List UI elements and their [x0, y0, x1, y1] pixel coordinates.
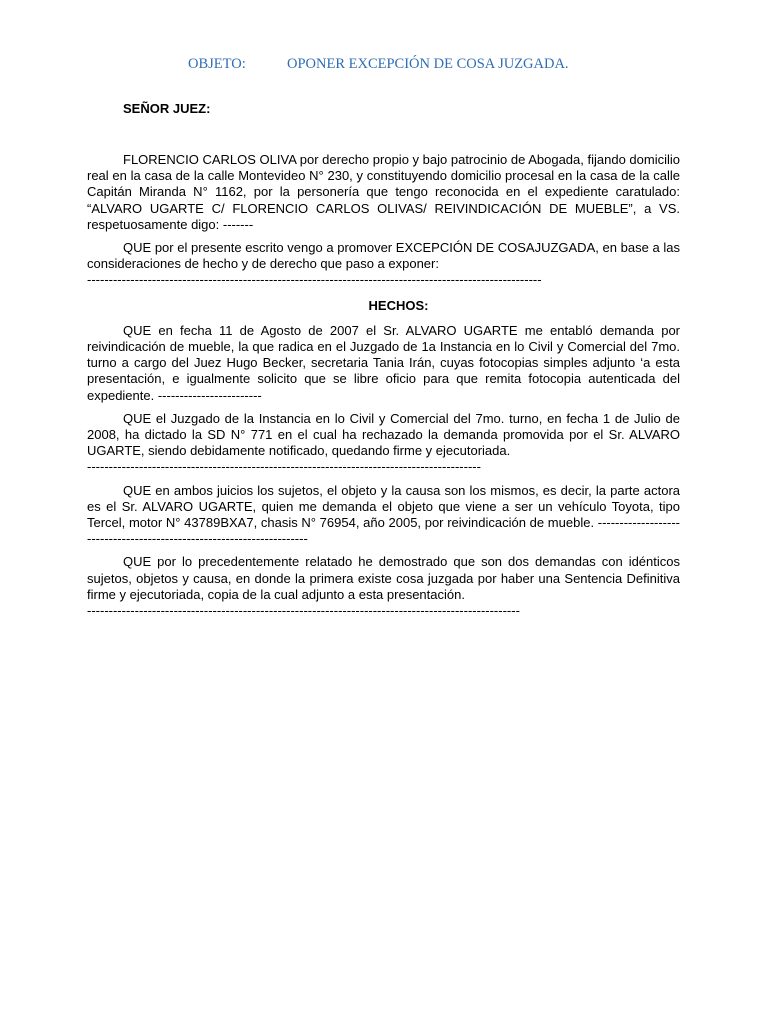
paragraph-facts-2 [87, 411, 680, 476]
paragraph-facts-1: QUE en fecha 11 de Agosto de 2007 el Sr. ALVARO UGARTE me entabló demanda por reivindicación de mueble, la que radica en el Juzgado de 1a Instancia en lo Civil y Comercial del 7mo. turno a cargo del Juez Hugo Becker, secretaria Tania Irán, cuyas fotocopias simples adjunto ‘a esta presentación, e igualmente solicito que se libre oficio para que remita fotocopia autenticada del expediente. ------------------------ [87, 322, 680, 403]
object-label: OBJETO: [188, 56, 246, 72]
salutation: SEÑOR JUEZ: [123, 101, 211, 116]
document-body [87, 152, 680, 619]
paragraph-facts-3: QUE en ambos juicios los sujetos, el objeto y la causa son los mismos, es decir, la parte actora es el Sr. ALVARO UGARTE, quien me demanda el objeto que viene a ser un vehículo Toyota, tipo Tercel, motor N° 43789BXA7, chasis N° 76954, año 2005, por reivindicación de mueble. ---------------------------------------------------------------------- [87, 482, 680, 547]
section-heading-hechos: HECHOS: [368, 297, 429, 313]
paragraph-conclusion-text: QUE por lo precedentemente relatado he demostrado que son dos demandas con idénticos sujetos, objetos y causa, en donde la primera existe cosa juzgada por haber una Sentencia Definitiva firme y ejecutoriada, copia de la cual adjunto a esta presentación. [87, 554, 680, 602]
paragraph-facts-2-text: QUE el Juzgado de la Instancia en lo Civil y Comercial del 7mo. turno, en fecha 1 de Julio de 2008, ha dictado la SD N° 771 en el cual ha rechazado la demanda promovida por el Sr. ALVARO UGARTE, siendo debidamente notificado, quedando firme y ejecutoriada. [87, 410, 680, 459]
paragraph-request-text: QUE por el presente escrito vengo a promover EXCEPCIÓN DE COSAJUZGADA, en base a las consideraciones de hecho y de derecho que paso a exponer: [87, 240, 680, 272]
paragraph-intro: FLORENCIO CARLOS OLIVA por derecho propio y bajo patrocinio de Abogada, fijando domicilio real en la casa de la calle Montevideo N° 230, y constituyendo domicilio procesal en la casa de la calle Capitán Miranda N° 1162, por la personería que tengo reconocida en el expediente caratulado: “ALVARO UGARTE C/ FLORENCIO CARLOS OLIVAS/ REIVINDICACIÓN DE MUEBLE”, a VS. respetuosamente digo: ------- [87, 152, 680, 232]
object-subject: OPONER EXCEPCIÓN DE COSA JUZGADA. [287, 56, 569, 72]
dash-line: --------------------------------------------------------------------------------------------------------- [87, 272, 542, 288]
paragraph-conclusion [87, 554, 680, 619]
paragraph-request [87, 240, 680, 289]
dash-line: ------------------------------------------------------------------------------------------- [87, 459, 481, 475]
object-line [188, 56, 668, 72]
dash-line: ---------------------------------------------------------------------------------------------------- [87, 603, 520, 619]
